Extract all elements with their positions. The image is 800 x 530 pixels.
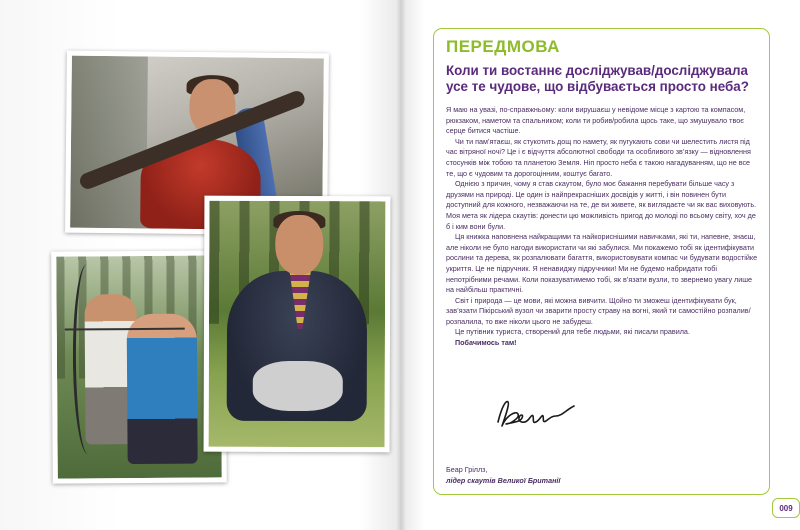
page-number: 009	[772, 498, 800, 518]
paragraph: Чи ти пам’ятаєш, як стукотить дощ по намету, як пугукають сови чи шелестить листя під час вітряної ночі? Це і є відчуття абсолютної свободи та особливого зв’язку — відновлення стосунків між тобою та планетою Земля. Ніп просто неба є такою нагадуванням, що не все те, що є чудовим та дорогоцінним, коштує багато.	[446, 136, 751, 178]
paragraph: Я маю на увазі, по-справжньому: коли вирушаєш у невідоме місце з картою та компасом, рюкзаком, наметом та спальником; коли ти робив/робила щось таке, що змушувало твоє серце битися частіше.	[446, 105, 746, 136]
paragraph: Ця книжка наповнена найкращими та найкориснішими навичками, які ти, напевне, знаєш, але ніколи не було нагоди використати чи які забулися. Ми покажемо тобі як ідентифікувати рослини та дерева, як розпалювати багаття, використовувати компас чи будувати водостійке укриття. Це не підручник. Я ненавиджу підручники! Ми не будемо набридати тобі непотрібними речами. Коли показуватимемо тобі, як в’язати вузли, то звернемо увагу лише на найбільш практичні.	[446, 232, 758, 295]
signature-image	[492, 396, 582, 432]
signer-role: лідер скаутів Великої Британії	[446, 476, 561, 485]
book-gutter	[396, 0, 406, 530]
paragraph: Однією з причин, чому я став скаутом, було моє бажання перебувати більше часу з друзями на природі. Це один із найпрекрасніших досвідів у житті, і він повинен бути доступний для кожного, незважаючи на те, де ви живете, як виглядаєте чи як вас виховують. Моя мета як лідера скаутів: донести цю можливість пригод до молоді по всьому світу, хоч де б і ким вони були.	[446, 179, 757, 231]
photo-archery-with-girl	[51, 250, 227, 483]
signer-name: Беар Гріллз,	[446, 465, 488, 474]
foreword-body	[446, 105, 758, 349]
headline: Коли ти востаннє досліджував/досліджувала усе те чудове, що відбувається просто неба?	[446, 63, 749, 94]
closing-line: Побачимось там!	[455, 338, 517, 348]
section-title: ПЕРЕДМОВА	[446, 37, 560, 56]
paragraph: Це путівник туриста, створений для тебе людьми, які писали правила.	[455, 327, 690, 337]
photo-bear-kneeling-scout-scarf	[204, 196, 391, 453]
paragraph: Світ і природа — це мови, які можна вивчити. Щойно ти зможеш ідентифікувати бук, зав’язати Пікірський вузол чи зварити просту страву на вогні, який ти самостійно розпалив/розпалила, то вже ніколи цього не забудеш.	[446, 295, 751, 326]
